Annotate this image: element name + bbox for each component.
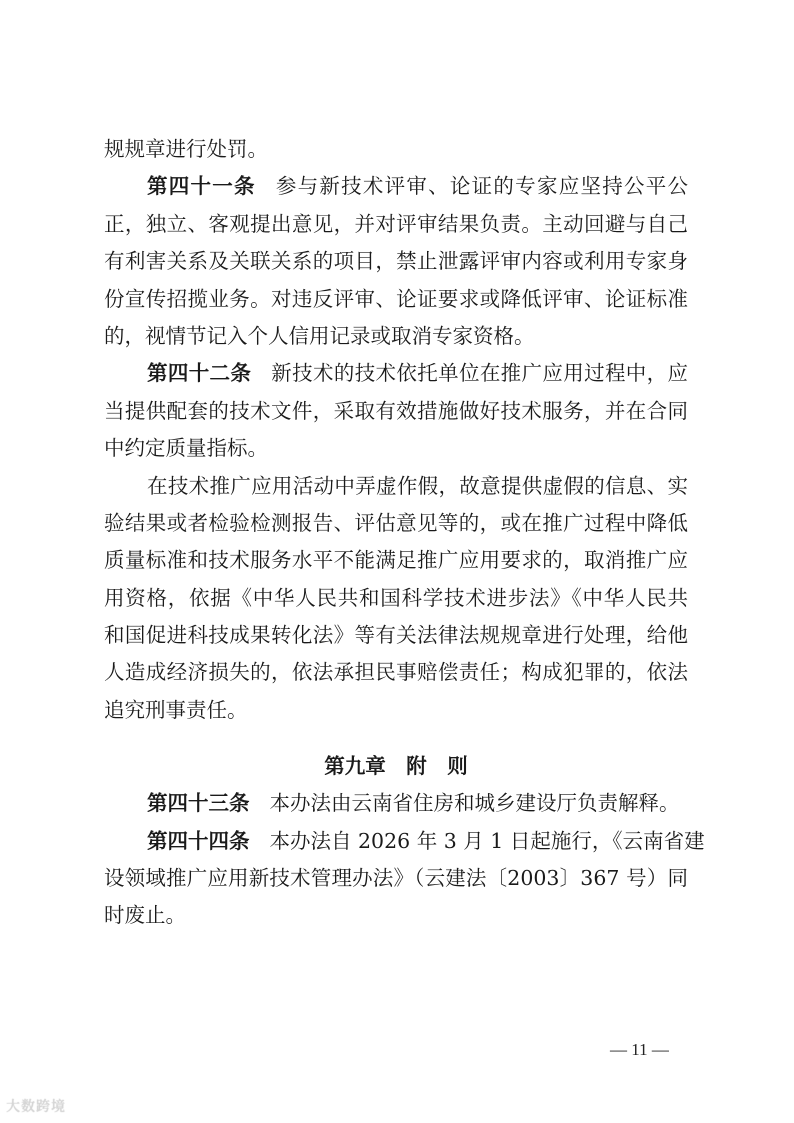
text-line xyxy=(104,692,688,729)
watermark-logo: 大数跨境 xyxy=(6,1099,66,1115)
document-body xyxy=(104,131,705,935)
text-line xyxy=(104,318,688,355)
text-line xyxy=(104,131,688,168)
text-line xyxy=(104,355,688,392)
line-text: 验结果或者检验检测报告、评估意见等的，或在推广过程中降低 xyxy=(104,510,688,535)
text-line xyxy=(104,542,688,579)
text-line xyxy=(104,468,688,505)
text-line xyxy=(104,785,688,822)
paragraph xyxy=(104,468,688,730)
line-text: 本办法由云南省住房和城乡建设厅负责解释。 xyxy=(269,791,680,816)
line-text: 有利害关系及关联关系的项目，禁止泄露评审内容或利用专家身 xyxy=(104,249,688,274)
text-line xyxy=(104,897,688,934)
text-line xyxy=(104,823,705,860)
article-label: 第四十二条 xyxy=(147,361,252,386)
text-line xyxy=(104,580,688,617)
article-label: 第四十三条 xyxy=(147,791,250,816)
line-text: 质量标准和技术服务水平不能满足推广应用要求的，取消推广应 xyxy=(104,548,688,573)
line-text: 规规章进行处罚。 xyxy=(104,137,268,161)
line-text: 人造成经济损失的，依法承担民事赔偿责任；构成犯罪的，依法 xyxy=(104,660,688,685)
paragraph xyxy=(104,131,688,168)
line-text: 在技术推广应用活动中弄虚作假，故意提供虚假的信息、实 xyxy=(147,473,688,498)
text-line xyxy=(104,281,688,318)
line-text: 时废止。 xyxy=(104,903,186,928)
line-text: 用资格，依据《中华人民共和国科学技术进步法》《中华人民共 xyxy=(104,585,688,610)
section-before-chapter xyxy=(104,131,688,729)
article-label: 第四十四条 xyxy=(147,828,250,853)
line-text: 份宣传招揽业务。对违反评审、论证要求或降低评审、论证标准 xyxy=(104,286,688,311)
line-text: 新技术的技术依托单位在推广应用过程中，应 xyxy=(271,361,689,386)
line-text: 设领域推广应用新技术管理办法》（云建法〔2003〕367 号）同 xyxy=(104,866,688,891)
text-line xyxy=(104,393,688,430)
text-line xyxy=(104,654,688,691)
line-text: 参与新技术评审、论证的专家应坚持公平公 xyxy=(275,174,689,199)
line-text: 和国促进科技成果转化法》等有关法律法规规章进行处理，给他 xyxy=(104,623,688,648)
line-text: 中约定质量指标。 xyxy=(104,436,268,461)
article-label: 第四十一条 xyxy=(147,174,256,199)
line-text: 的，视情节记入个人信用记录或取消专家资格。 xyxy=(104,323,535,348)
chapter-title: 第九章 附 则 xyxy=(324,753,468,778)
text-line xyxy=(104,505,688,542)
article-paragraph xyxy=(104,823,705,935)
section-after-chapter xyxy=(104,785,705,935)
article-paragraph xyxy=(104,355,688,467)
line-text: 追究刑事责任。 xyxy=(104,697,248,722)
text-line xyxy=(104,430,688,467)
article-paragraph xyxy=(104,168,688,355)
text-line xyxy=(104,168,688,205)
text-line xyxy=(104,860,688,897)
line-text: 本办法自 2026 年 3 月 1 日起施行，《云南省建 xyxy=(269,828,705,853)
line-text: 当提供配套的技术文件，采取有效措施做好技术服务，并在合同 xyxy=(104,398,688,423)
page-number: — 11 — xyxy=(610,1040,669,1059)
text-line xyxy=(104,243,688,280)
article-paragraph xyxy=(104,785,688,822)
line-text: 正，独立、客观提出意见，并对评审结果负责。主动回避与自己 xyxy=(104,211,688,236)
text-line xyxy=(104,617,688,654)
text-line xyxy=(104,206,688,243)
